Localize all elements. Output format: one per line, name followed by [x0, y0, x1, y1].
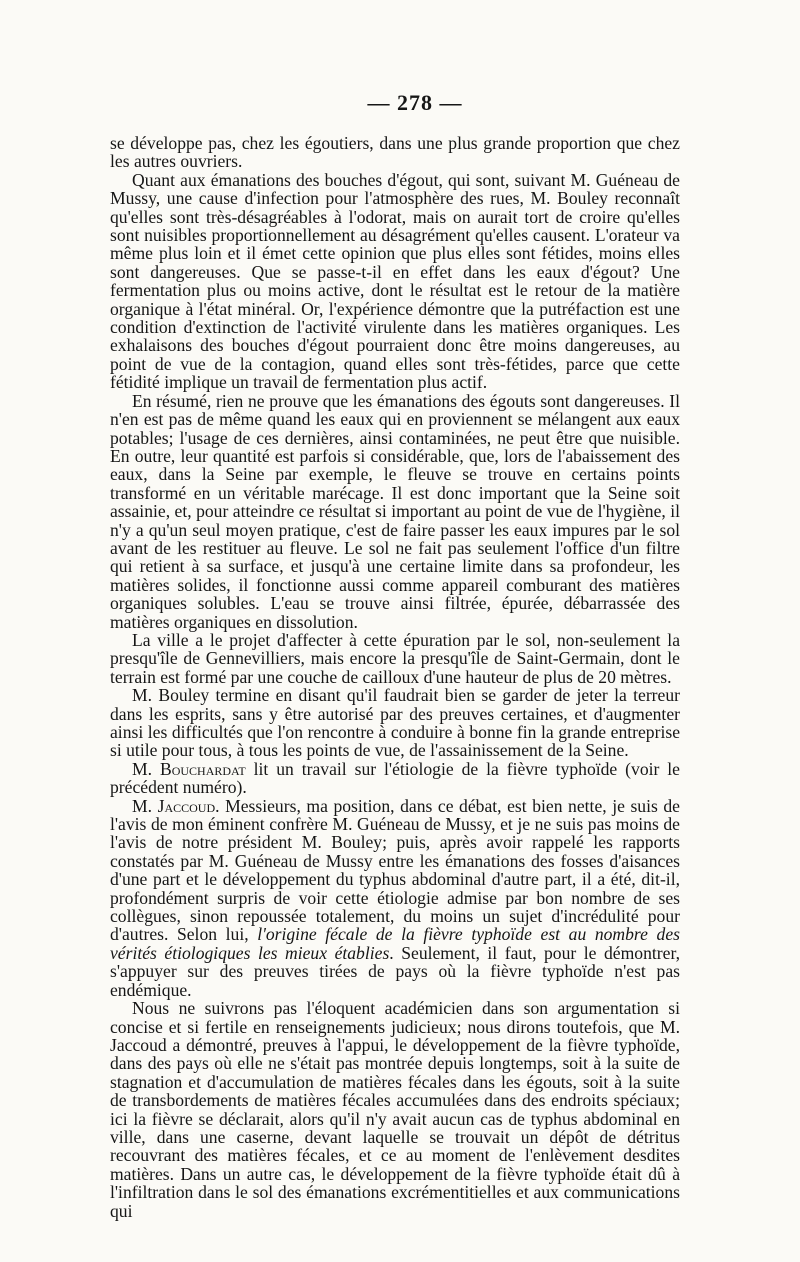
- paragraph-6: [110, 760, 680, 797]
- speaker-name: Bouchardat: [159, 758, 246, 779]
- paragraph-text: se développe pas, chez les égoutiers, dans une plus grande proportion que chez les autres ouvriers.: [110, 133, 680, 172]
- paragraph-text-after: . Messieurs, ma position, dans ce débat, est bien nette, je suis de l'avis de mon éminent confrère M. Guéneau de Mussy, et je ne suis pas moins de l'avis de notre président M. Bouley; puis, après avoir rappelé les rapports constatés par M. Guéneau de Mussy entre les émanations des fosses d'aisances d'une part et le développement du typhus abdominal d'autre part, il a été, dit-il, profondément surpris de voir cette étiologie admise par bon nombre de ses collègues, sinon repoussée totalement, du moins un sujet d'incrédulité pour d'autres. Selon lui,: [110, 795, 680, 945]
- paragraph-text-after: lit un travail sur l'étiologie de la fièvre typhoïde (voir le précédent numéro).: [110, 758, 680, 798]
- paragraph-text: En résumé, rien ne prouve que les émanations des égouts sont dangereuses. Il n'en est pas de même quand les eaux qui en proviennent se mélangent aux eaux potables; l'usage de ces dernières, ainsi contaminées, ne peut être que nuisible. En outre, leur quantité est parfois si considérable, que, lors de l'abaissement des eaux, dans la Seine par exemple, le fleuve se trouve en certains points transformé en un véritable marécage. Il est donc important que la Seine soit assainie, et, pour atteindre ce résultat si important au point de vue de l'hygiène, il n'y a qu'un seul moyen pratique, c'est de faire passer les eaux impures par le sol avant de les restituer au fleuve. Le sol ne fait pas seulement l'office d'un filtre qui retient à sa surface, et jusqu'à une certaine limite dans sa profondeur, les matières solides, il fonctionne aussi comme appareil comburant des matières organiques solubles. L'eau se trouve ainsi filtrée, épurée, débarrassée des matières organiques en dissolution.: [110, 390, 680, 632]
- paragraph-5: [110, 686, 680, 760]
- speaker-name: Jaccoud: [157, 795, 216, 816]
- paragraph-8: [110, 999, 680, 1220]
- paragraph-text-before: M.: [132, 795, 158, 816]
- page-number: — 278 —: [367, 90, 463, 115]
- paragraph-4: [110, 631, 680, 686]
- paragraph-2: [110, 171, 680, 392]
- paragraph-text: Nous ne suivrons pas l'éloquent académicien dans son argumentation si concise et si fertile en renseignements judicieux; nous dirons toutefois, que M. Jaccoud a démontré, preuves à l'appui, le développement de la fièvre typhoïde, dans des pays où elle ne s'était pas montrée depuis longtemps, soit à la suite de stagnation et d'accumulation de matières fécales dans les égouts, soit à la suite de transbordements de matières fécales accumulées dans des endroits spéciaux; ici la fièvre se déclarait, alors qu'il n'y avait aucun cas de typhus abdominal en ville, dans une caserne, devant laquelle se trouvait un dépôt de détritus recouvrant des matières fécales, et ce au moment de l'enlèvement desdites matières. Dans un autre cas, le développement de la fièvre typhoïde était dû à l'infiltration dans le sol des émanations excrémentitielles et aux communications qui: [110, 998, 680, 1221]
- italic-quote: l'origine fécale de la fièvre typhoïde est au nombre des vérités étiologiques les mieux établies: [110, 924, 680, 963]
- paragraph-text: Quant aux émanations des bouches d'égout, qui sont, suivant M. Guéneau de Mussy, une cause d'infection pour l'atmosphère des rues, M. Bouley reconnaît qu'elles sont très-désagréables à l'odorat, mais on aurait tort de croire qu'elles sont nuisibles proportionnellement au désagrément qu'elles causent. L'orateur va même plus loin et il émet cette opinion que plus elles sont fétides, moins elles sont dangereuses. Que se passe-t-il en effet dans les eaux d'égout? Une fermentation plus ou moins active, dont le résultat est le retour de la matière organique à l'état minéral. Or, l'expérience démontre que la putréfaction est une condition d'extinction de l'activité virulente dans les matières organiques. Les exhalaisons des bouches d'égout pourraient donc être moins dangereuses, au point de vue de la contagion, quand elles sont très-fétides, parce que cette fétidité implique un travail de fermentation plus actif.: [110, 169, 680, 393]
- paragraph-7: [110, 797, 680, 999]
- paragraph-3: [110, 392, 680, 631]
- paragraph-text: M. Bouley termine en disant qu'il faudrait bien se garder de jeter la terreur dans les esprits, sans y être autorisé par des preuves certaines, et d'augmenter ainsi les difficultés que l'on rencontre à conduire à bonne fin la grande entreprise si utile pour tous, à tous les points de vue, de l'assainissement de la Seine.: [110, 685, 680, 761]
- paragraph-text-before: M.: [132, 758, 160, 779]
- paragraph-text: La ville a le projet d'affecter à cette épuration par le sol, non-seulement la presqu'île de Gennevilliers, mais encore la presqu'île de Saint-Germain, dont le terrain est formé par une couche de cailloux d'une hauteur de plus de 20 mètres.: [110, 629, 680, 687]
- paragraph-text-end: . Seulement, il faut, pour le démontrer, s'appuyer sur des preuves tirées de pays où la fièvre typhoïde n'est pas endémique.: [110, 942, 680, 1000]
- paragraph-1: [110, 134, 680, 171]
